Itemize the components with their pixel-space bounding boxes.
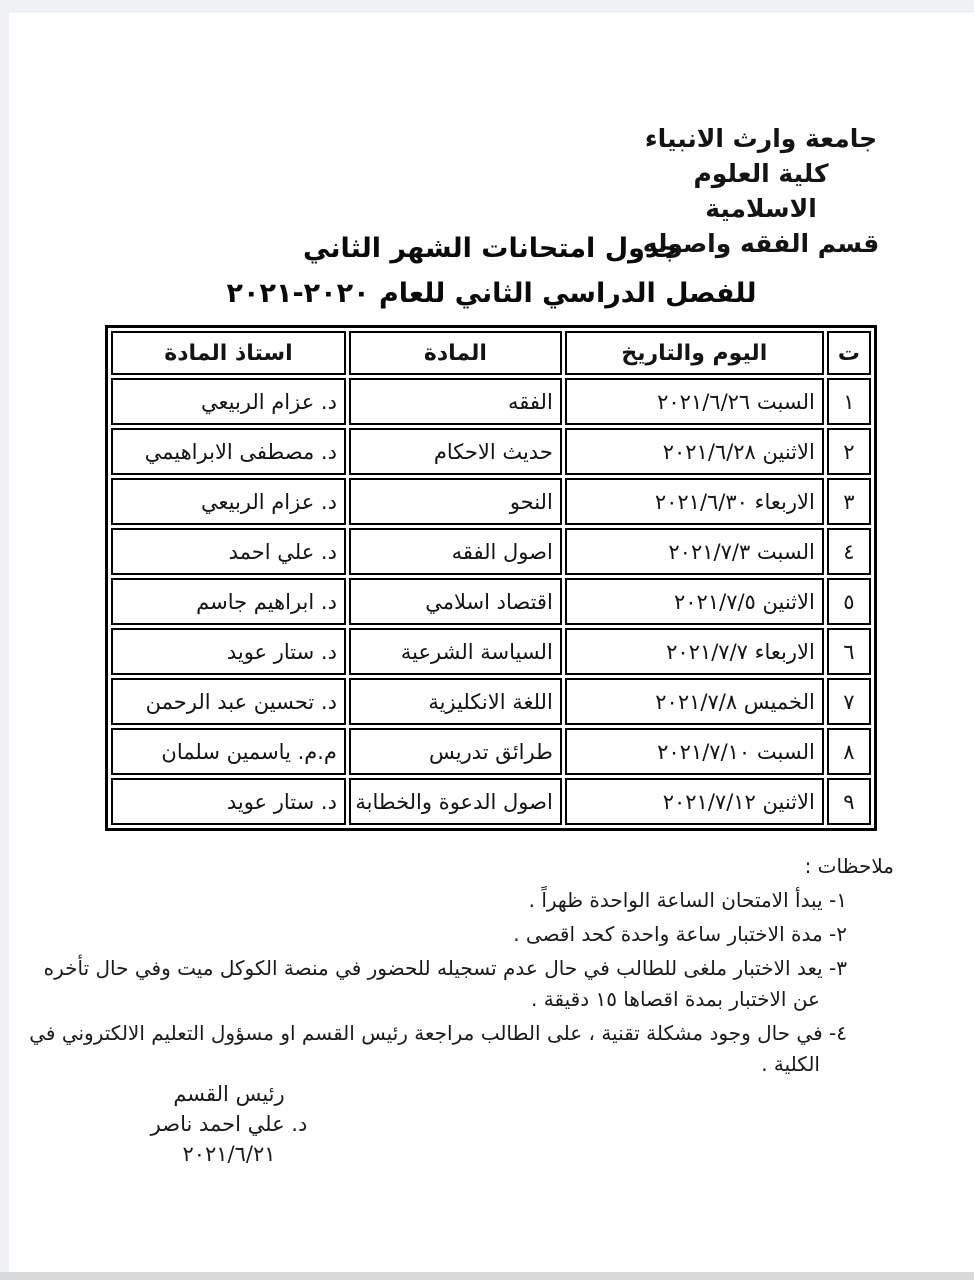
day-date-cell: السبت ٢٠٢١/٧/١٠ — [565, 728, 824, 775]
day-date-cell: الاثنين ٢٠٢١/٦/٢٨ — [565, 428, 824, 475]
table-row — [111, 528, 871, 575]
table-row — [111, 728, 871, 775]
note-line: ٢- مدة الاختبار ساعة واحدة كحد اقصى . — [513, 922, 847, 946]
subject-cell: اصول الفقه — [349, 528, 562, 575]
day-date-cell: الاربعاء ٢٠٢١/٧/٧ — [565, 628, 824, 675]
teacher-cell: د. ابراهيم جاسم — [111, 578, 346, 625]
header-cell-day-date: اليوم والتاريخ — [565, 331, 824, 375]
table-row — [111, 478, 871, 525]
note-line: الكلية . — [761, 1052, 820, 1076]
subject-cell: اصول الدعوة والخطابة — [349, 778, 562, 825]
table-row — [111, 678, 871, 725]
subject-cell: طرائق تدريس — [349, 728, 562, 775]
serial-cell: ٧ — [827, 678, 871, 725]
college-name: كلية العلوم الاسلامية — [693, 159, 829, 223]
document-page — [9, 13, 974, 1272]
teacher-cell: م.م. ياسمين سلمان — [111, 728, 346, 775]
signature-name: د. علي احمد ناصر — [150, 1112, 308, 1136]
note-line: عن الاختبار بمدة اقصاها ١٥ دقيقة . — [531, 987, 820, 1011]
header-cell-subject: المادة — [349, 331, 562, 375]
serial-cell: ٢ — [827, 428, 871, 475]
note-item — [9, 919, 847, 950]
serial-cell: ٥ — [827, 578, 871, 625]
teacher-cell: د. تحسين عبد الرحمن — [111, 678, 346, 725]
semester-year-subtitle: للفصل الدراسي الثاني للعام ٢٠٢٠-٢٠٢١ — [226, 278, 757, 309]
teacher-cell: د. علي احمد — [111, 528, 346, 575]
table-row — [111, 578, 871, 625]
day-date-cell: الاربعاء ٢٠٢١/٦/٣٠ — [565, 478, 824, 525]
department-name: قسم الفقه واصوله — [642, 229, 880, 258]
subject-cell: الفقه — [349, 378, 562, 425]
note-line: ٣- يعد الاختبار ملغى للطالب في حال عدم تسجيله للحضور في منصة الكوكل ميت وفي حال تأخره — [43, 956, 847, 980]
day-date-cell: الاثنين ٢٠٢١/٧/٥ — [565, 578, 824, 625]
university-name: جامعة وارث الانبياء — [644, 124, 878, 153]
teacher-cell: د. ستار عويد — [111, 628, 346, 675]
subject-cell: النحو — [349, 478, 562, 525]
scan-edge-strip — [0, 1272, 974, 1280]
header-cell-teacher: استاذ المادة — [111, 331, 346, 375]
notes-heading: ملاحظات : — [804, 854, 894, 878]
table-header-row — [111, 331, 871, 375]
teacher-cell: د. ستار عويد — [111, 778, 346, 825]
notes-section — [9, 851, 974, 1080]
serial-cell: ٦ — [827, 628, 871, 675]
table-row — [111, 378, 871, 425]
signature-date: ٢٠٢١/٦/٢١ — [182, 1142, 276, 1166]
teacher-cell: د. مصطفى الابراهيمي — [111, 428, 346, 475]
day-date-cell: السبت ٢٠٢١/٦/٢٦ — [565, 378, 824, 425]
serial-cell: ٩ — [827, 778, 871, 825]
day-date-cell: الاثنين ٢٠٢١/٧/١٢ — [565, 778, 824, 825]
table-row — [111, 628, 871, 675]
table-row — [111, 778, 871, 825]
note-line: ٤- في حال وجود مشكلة تقنية ، على الطالب مراجعة رئيس القسم او مسؤول التعليم الالكتروني في — [29, 1021, 847, 1045]
subject-cell: اقتصاد اسلامي — [349, 578, 562, 625]
serial-cell: ٣ — [827, 478, 871, 525]
exam-schedule-title: جدول امتحانات الشهر الثاني — [303, 233, 680, 264]
day-date-cell: السبت ٢٠٢١/٧/٣ — [565, 528, 824, 575]
signature-role: رئيس القسم — [173, 1082, 285, 1106]
day-date-cell: الخميس ٢٠٢١/٧/٨ — [565, 678, 824, 725]
signature-block — [149, 1079, 309, 1169]
table-row — [111, 428, 871, 475]
subject-cell: السياسة الشرعية — [349, 628, 562, 675]
note-line: ١- يبدأ الامتحان الساعة الواحدة ظهراً . — [528, 888, 847, 912]
note-item — [9, 1018, 847, 1080]
teacher-cell: د. عزام الربيعي — [111, 378, 346, 425]
serial-cell: ٤ — [827, 528, 871, 575]
serial-cell: ١ — [827, 378, 871, 425]
subject-cell: حديث الاحكام — [349, 428, 562, 475]
note-item — [9, 953, 847, 1015]
exam-schedule-table — [105, 325, 877, 831]
teacher-cell: د. عزام الربيعي — [111, 478, 346, 525]
serial-cell: ٨ — [827, 728, 871, 775]
header-cell-serial: ت — [827, 331, 871, 375]
note-item — [9, 885, 847, 916]
subject-cell: اللغة الانكليزية — [349, 678, 562, 725]
